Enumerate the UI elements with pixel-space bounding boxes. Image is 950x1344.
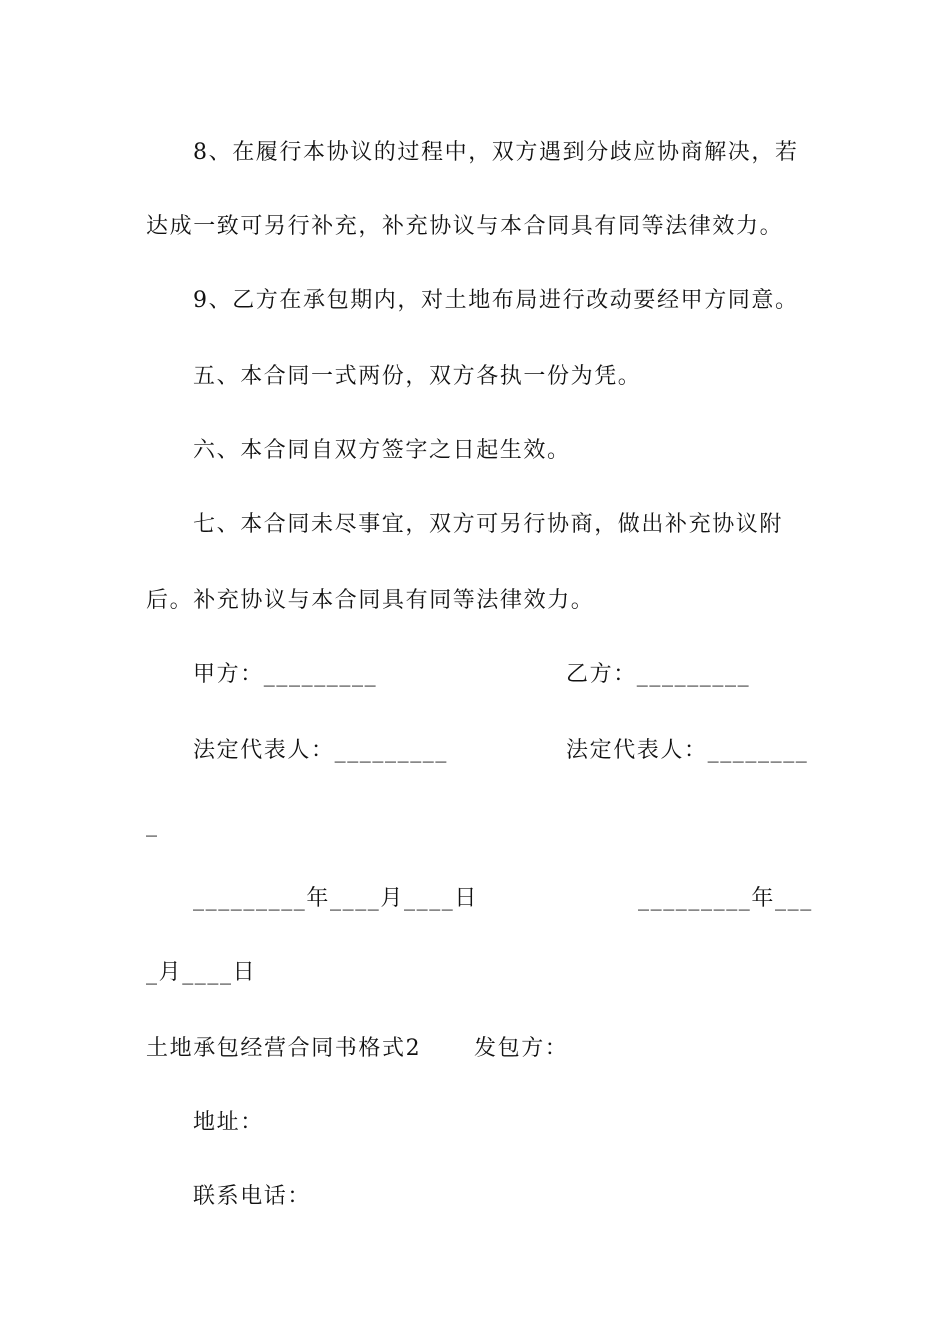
party-b-representative: 法定代表人：________ [566, 738, 809, 763]
issuer-label: 发包方： [474, 1036, 569, 1061]
section-7-line-2: 后。补充协议与本合同具有同等法律效力。 [146, 588, 595, 613]
section-6: 六、本合同自双方签字之日起生效。 [193, 438, 571, 463]
next-contract-title: 土地承包经营合同书格式2 [146, 1036, 422, 1061]
clause-8-line-2: 达成一致可另行补充，补充协议与本合同具有同等法律效力。 [146, 214, 784, 239]
section-7-line-1: 七、本合同未尽事宜，双方可另行协商，做出补充协议附 [193, 512, 784, 537]
party-b-signature: 乙方：_________ [566, 662, 751, 687]
party-b-date-line-1: _________年___ [638, 886, 813, 911]
party-a-signature: 甲方：_________ [193, 662, 378, 687]
clause-8-line-1: 8、在履行本协议的过程中，双方遇到分歧应协商解决，若 [193, 140, 799, 165]
party-b-date-line-2: _月____日 [146, 960, 257, 985]
phone-label: 联系电话： [193, 1184, 312, 1209]
party-a-representative: 法定代表人：_________ [193, 738, 449, 763]
address-label: 地址： [193, 1110, 264, 1135]
party-a-date: _________年____月____日 [193, 886, 479, 911]
clause-9: 9、乙方在承包期内，对土地布局进行改动要经甲方同意。 [193, 288, 799, 313]
party-b-representative-overflow: _ [146, 812, 159, 837]
section-5: 五、本合同一式两份，双方各执一份为凭。 [193, 364, 642, 389]
